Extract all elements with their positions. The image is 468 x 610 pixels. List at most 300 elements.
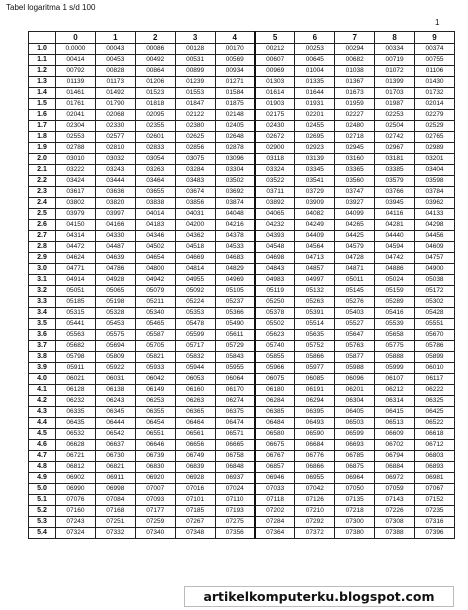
log-value-cell: 05705: [135, 341, 175, 352]
log-value-cell: 04757: [415, 253, 455, 264]
table-row: [29, 341, 455, 352]
log-value-cell: 01239: [175, 77, 215, 88]
row-number-cell: 2.1: [29, 165, 56, 176]
log-value-cell: 04249: [295, 220, 335, 231]
log-value-cell: 06875: [335, 462, 375, 473]
log-value-cell: 04409: [295, 231, 335, 242]
log-value-cell: 05775: [375, 341, 415, 352]
log-value-cell: 06542: [95, 429, 135, 440]
log-value-cell: 06767: [255, 451, 295, 462]
log-value-cell: 07284: [255, 517, 295, 528]
table-row: [29, 407, 455, 418]
log-value-cell: 04771: [56, 264, 96, 275]
table-row: [29, 143, 455, 154]
log-value-cell: 04200: [175, 220, 215, 231]
log-value-cell: 04857: [295, 264, 335, 275]
log-value-cell: 04031: [175, 209, 215, 220]
log-value-cell: 06749: [175, 451, 215, 462]
log-value-cell: 05145: [335, 286, 375, 297]
log-value-cell: 07042: [295, 484, 335, 495]
log-value-cell: 05922: [95, 363, 135, 374]
table-row: [29, 121, 455, 132]
log-value-cell: 04133: [415, 209, 455, 220]
log-value-cell: 05611: [215, 330, 255, 341]
log-value-cell: 01553: [175, 88, 215, 99]
log-value-cell: 03483: [175, 176, 215, 187]
log-value-cell: 06085: [295, 374, 335, 385]
log-value-cell: 01673: [335, 88, 375, 99]
log-value-cell: 05051: [56, 286, 96, 297]
table-row: [29, 319, 455, 330]
log-value-cell: 07101: [175, 495, 215, 506]
log-value-cell: 03927: [335, 198, 375, 209]
log-value-cell: 01461: [56, 88, 96, 99]
log-value-cell: 04166: [95, 220, 135, 231]
log-value-cell: 05658: [375, 330, 415, 341]
log-value-cell: 05276: [335, 297, 375, 308]
log-value-cell: 05670: [415, 330, 455, 341]
log-value-cell: 06415: [375, 407, 415, 418]
corner-cell: [29, 32, 56, 44]
log-value-cell: 05514: [295, 319, 335, 330]
logarithm-table: [28, 31, 455, 539]
log-value-cell: 05977: [295, 363, 335, 374]
log-value-cell: 04683: [215, 253, 255, 264]
log-value-cell: 04594: [375, 242, 415, 253]
log-value-cell: 03201: [415, 154, 455, 165]
log-value-cell: 05011: [335, 275, 375, 286]
log-value-cell: 02810: [95, 143, 135, 154]
log-value-cell: 06484: [255, 418, 295, 429]
row-number-cell: 1.8: [29, 132, 56, 143]
log-value-cell: 05132: [295, 286, 335, 297]
log-value-cell: 06170: [215, 385, 255, 396]
row-number-cell: 2.9: [29, 253, 56, 264]
log-value-cell: 02330: [95, 121, 135, 132]
log-value-cell: 05527: [335, 319, 375, 330]
log-value-cell: 02765: [415, 132, 455, 143]
log-value-cell: 02625: [175, 132, 215, 143]
log-value-cell: 00374: [415, 44, 455, 55]
row-number-cell: 3.8: [29, 352, 56, 363]
log-value-cell: 06857: [255, 462, 295, 473]
log-value-cell: 07251: [95, 517, 135, 528]
row-number-cell: 3.7: [29, 341, 56, 352]
log-value-cell: 04669: [175, 253, 215, 264]
log-value-cell: 06964: [335, 473, 375, 484]
log-value-cell: 05798: [56, 352, 96, 363]
log-value-cell: 00569: [215, 55, 255, 66]
table-row: [29, 220, 455, 231]
table-row: [29, 451, 455, 462]
log-value-cell: 01523: [135, 88, 175, 99]
log-value-cell: 01367: [335, 77, 375, 88]
log-value-cell: 03729: [295, 187, 335, 198]
log-value-cell: 04800: [135, 264, 175, 275]
log-value-cell: 05599: [175, 330, 215, 341]
log-value-cell: 02227: [335, 110, 375, 121]
log-value-cell: 03118: [255, 154, 295, 165]
log-value-cell: 03284: [175, 165, 215, 176]
log-value-cell: 01173: [95, 77, 135, 88]
log-value-cell: 06839: [175, 462, 215, 473]
log-value-cell: 03222: [56, 165, 96, 176]
log-value-cell: 07168: [95, 506, 135, 517]
log-value-cell: 04281: [375, 220, 415, 231]
log-value-cell: 03579: [375, 176, 415, 187]
log-value-cell: 02279: [415, 110, 455, 121]
table-row: [29, 418, 455, 429]
log-value-cell: 05809: [95, 352, 135, 363]
row-number-cell: 3.0: [29, 264, 56, 275]
log-value-cell: 04472: [56, 242, 96, 253]
log-value-cell: 02742: [375, 132, 415, 143]
log-value-cell: 04456: [415, 231, 455, 242]
row-number-cell: 1.1: [29, 55, 56, 66]
log-value-cell: 03909: [295, 198, 335, 209]
row-number-cell: 5.1: [29, 495, 56, 506]
log-value-cell: 06425: [415, 407, 455, 418]
log-value-cell: 02672: [255, 132, 295, 143]
log-value-cell: 05315: [56, 308, 96, 319]
log-value-cell: 02529: [415, 121, 455, 132]
log-value-cell: 06096: [335, 374, 375, 385]
log-value-cell: 06712: [415, 440, 455, 451]
log-value-cell: 06021: [56, 374, 96, 385]
log-value-cell: 01430: [415, 77, 455, 88]
log-value-cell: 06821: [95, 462, 135, 473]
log-value-cell: 07210: [295, 506, 335, 517]
table-row: [29, 187, 455, 198]
log-value-cell: 04609: [415, 242, 455, 253]
log-value-cell: 04829: [215, 264, 255, 275]
log-value-cell: 04065: [255, 209, 295, 220]
log-value-cell: 07316: [415, 517, 455, 528]
log-value-cell: 02878: [215, 143, 255, 154]
log-value-cell: 05328: [95, 308, 135, 319]
log-value-cell: 06335: [56, 407, 96, 418]
log-value-cell: 01584: [215, 88, 255, 99]
table-row: [29, 363, 455, 374]
page-number: 1: [435, 18, 440, 27]
row-number-cell: 4.5: [29, 429, 56, 440]
log-value-cell: 04216: [215, 220, 255, 231]
log-value-cell: 07275: [215, 517, 255, 528]
log-value-cell: 06637: [95, 440, 135, 451]
table-row: [29, 209, 455, 220]
row-number-cell: 4.8: [29, 462, 56, 473]
log-value-cell: 05428: [415, 308, 455, 319]
log-value-cell: 02455: [295, 121, 335, 132]
log-value-cell: 02014: [415, 99, 455, 110]
log-value-cell: 03096: [215, 154, 255, 165]
log-value-cell: 05340: [135, 308, 175, 319]
log-value-cell: 04014: [135, 209, 175, 220]
log-value-cell: 02989: [415, 143, 455, 154]
log-value-cell: 03856: [175, 198, 215, 209]
log-value-cell: 07152: [415, 495, 455, 506]
table-row: [29, 528, 455, 539]
log-value-cell: 06474: [215, 418, 255, 429]
column-header: 9: [415, 32, 455, 44]
log-value-cell: 05832: [175, 352, 215, 363]
row-number-cell: 2.4: [29, 198, 56, 209]
log-value-cell: 03181: [375, 154, 415, 165]
column-header: 5: [255, 32, 295, 44]
log-value-cell: 06702: [375, 440, 415, 451]
log-value-cell: 06561: [175, 429, 215, 440]
row-number-cell: 4.2: [29, 396, 56, 407]
log-value-cell: 06618: [415, 429, 455, 440]
log-value-cell: 03522: [255, 176, 295, 187]
log-value-cell: 07118: [255, 495, 295, 506]
table-row: [29, 253, 455, 264]
log-value-cell: 02175: [255, 110, 295, 121]
log-value-cell: 00969: [255, 66, 295, 77]
log-value-cell: 06212: [375, 385, 415, 396]
log-value-cell: 06117: [415, 374, 455, 385]
log-value-cell: 07332: [95, 528, 135, 539]
log-value-cell: 04914: [56, 275, 96, 286]
row-number-cell: 1.7: [29, 121, 56, 132]
log-value-cell: 04742: [375, 253, 415, 264]
log-value-cell: 04502: [135, 242, 175, 253]
log-value-cell: 06599: [335, 429, 375, 440]
log-value-cell: 04099: [335, 209, 375, 220]
table-row: [29, 297, 455, 308]
log-value-cell: 04786: [95, 264, 135, 275]
log-value-cell: 07024: [215, 484, 255, 495]
table-row: [29, 66, 455, 77]
log-value-cell: 00755: [415, 55, 455, 66]
log-value-cell: 06284: [255, 396, 295, 407]
log-value-cell: 01139: [56, 77, 96, 88]
log-value-cell: 01106: [415, 66, 455, 77]
log-value-cell: 01335: [295, 77, 335, 88]
table-row: [29, 385, 455, 396]
log-value-cell: 00170: [215, 44, 255, 55]
table-row: [29, 44, 455, 55]
table-row: [29, 165, 455, 176]
column-header: 7: [335, 32, 375, 44]
log-value-cell: 01614: [255, 88, 295, 99]
log-value-cell: 00828: [95, 66, 135, 77]
log-value-cell: 05539: [375, 319, 415, 330]
log-value-cell: 06609: [375, 429, 415, 440]
log-value-cell: 06375: [215, 407, 255, 418]
log-value-cell: 05682: [56, 341, 96, 352]
log-value-cell: 05587: [135, 330, 175, 341]
log-value-cell: 07235: [415, 506, 455, 517]
log-value-cell: 07340: [135, 528, 175, 539]
log-value-cell: 07059: [375, 484, 415, 495]
log-value-cell: 03784: [415, 187, 455, 198]
log-value-cell: 05843: [215, 352, 255, 363]
log-value-cell: 04265: [335, 220, 375, 231]
log-value-cell: 05403: [335, 308, 375, 319]
log-value-cell: 03032: [95, 154, 135, 165]
log-value-cell: 05478: [175, 319, 215, 330]
log-value-cell: 04150: [56, 220, 96, 231]
log-value-cell: 07193: [215, 506, 255, 517]
log-value-cell: 07033: [255, 484, 295, 495]
log-value-cell: 02095: [135, 110, 175, 121]
log-value-cell: 06911: [95, 473, 135, 484]
log-value-cell: 04728: [335, 253, 375, 264]
log-value-cell: 03075: [175, 154, 215, 165]
log-value-cell: 01072: [375, 66, 415, 77]
log-value-cell: 04533: [215, 242, 255, 253]
column-header: 0: [56, 32, 96, 44]
row-number-cell: 4.6: [29, 440, 56, 451]
log-value-cell: 06920: [135, 473, 175, 484]
row-number-cell: 1.0: [29, 44, 56, 55]
log-value-cell: 01931: [295, 99, 335, 110]
log-value-cell: 06532: [56, 429, 96, 440]
log-value-cell: 07308: [375, 517, 415, 528]
row-number-cell: 3.3: [29, 297, 56, 308]
log-value-cell: 05855: [255, 352, 295, 363]
log-value-cell: 04871: [335, 264, 375, 275]
row-number-cell: 1.4: [29, 88, 56, 99]
log-value-cell: 04639: [95, 253, 135, 264]
table-row: [29, 286, 455, 297]
log-value-cell: 02601: [135, 132, 175, 143]
table-row: [29, 374, 455, 385]
log-value-cell: 05105: [215, 286, 255, 297]
log-value-cell: 06064: [215, 374, 255, 385]
row-number-cell: 4.0: [29, 374, 56, 385]
log-value-cell: 05250: [255, 297, 295, 308]
log-value-cell: 05024: [375, 275, 415, 286]
table-row: [29, 429, 455, 440]
log-value-cell: 06444: [95, 418, 135, 429]
log-value-cell: 02148: [215, 110, 255, 121]
log-value-cell: 06848: [215, 462, 255, 473]
log-value-cell: 05079: [135, 286, 175, 297]
log-value-cell: 0.0000: [56, 44, 96, 55]
row-number-cell: 2.6: [29, 220, 56, 231]
log-value-cell: 04886: [375, 264, 415, 275]
log-value-cell: 04518: [175, 242, 215, 253]
log-value-cell: 03617: [56, 187, 96, 198]
log-value-cell: 06739: [135, 451, 175, 462]
log-value-cell: 04843: [255, 264, 295, 275]
log-value-cell: 06075: [255, 374, 295, 385]
log-value-cell: 02788: [56, 143, 96, 154]
log-value-cell: 06812: [56, 462, 96, 473]
table-row: [29, 99, 455, 110]
log-value-cell: 07202: [255, 506, 295, 517]
log-value-cell: 06972: [375, 473, 415, 484]
log-value-cell: 06893: [415, 462, 455, 473]
log-value-cell: 07292: [295, 517, 335, 528]
log-value-cell: 05119: [255, 286, 295, 297]
log-value-cell: 02718: [335, 132, 375, 143]
log-value-cell: 02355: [135, 121, 175, 132]
log-value-cell: 05717: [175, 341, 215, 352]
log-value-cell: 04997: [295, 275, 335, 286]
log-value-cell: 05899: [415, 352, 455, 363]
log-value-cell: 03979: [56, 209, 96, 220]
log-value-cell: 05391: [295, 308, 335, 319]
log-value-cell: 06785: [335, 451, 375, 462]
table-row: [29, 275, 455, 286]
log-value-cell: 05237: [215, 297, 255, 308]
log-value-cell: 05441: [56, 319, 96, 330]
log-value-cell: 03054: [135, 154, 175, 165]
row-number-cell: 1.6: [29, 110, 56, 121]
row-number-cell: 4.4: [29, 418, 56, 429]
row-number-cell: 5.0: [29, 484, 56, 495]
log-value-cell: 03365: [335, 165, 375, 176]
log-value-cell: 03802: [56, 198, 96, 209]
log-value-cell: 07218: [335, 506, 375, 517]
log-value-cell: 02253: [375, 110, 415, 121]
log-value-cell: 04548: [255, 242, 295, 253]
log-value-cell: 05563: [56, 330, 96, 341]
log-value-cell: 02923: [295, 143, 335, 154]
log-value-cell: 07126: [295, 495, 335, 506]
table-row: [29, 308, 455, 319]
log-value-cell: 00086: [135, 44, 175, 55]
log-value-cell: 04330: [95, 231, 135, 242]
log-value-cell: 00934: [215, 66, 255, 77]
log-value-cell: 07396: [415, 528, 455, 539]
log-value-cell: 06946: [255, 473, 295, 484]
log-value-cell: 03560: [335, 176, 375, 187]
table-row: [29, 55, 455, 66]
log-value-cell: 05877: [335, 352, 375, 363]
row-number-cell: 1.9: [29, 143, 56, 154]
log-value-cell: 06138: [95, 385, 135, 396]
log-value-cell: 07084: [95, 495, 135, 506]
log-value-cell: 05378: [255, 308, 295, 319]
table-row: [29, 264, 455, 275]
log-value-cell: 06128: [56, 385, 96, 396]
log-value-cell: 04654: [135, 253, 175, 264]
table-row: [29, 440, 455, 451]
log-value-cell: 00492: [135, 55, 175, 66]
log-value-cell: 06053: [175, 374, 215, 385]
log-value-cell: 05490: [215, 319, 255, 330]
log-value-cell: 01761: [56, 99, 96, 110]
log-value-cell: 03692: [215, 187, 255, 198]
log-value-cell: 06042: [135, 374, 175, 385]
log-value-cell: 02553: [56, 132, 96, 143]
log-value-cell: 05465: [135, 319, 175, 330]
log-value-cell: 03324: [255, 165, 295, 176]
log-value-cell: 04713: [295, 253, 335, 264]
row-number-cell: 2.5: [29, 209, 56, 220]
table-row: [29, 110, 455, 121]
log-value-cell: 02304: [56, 121, 96, 132]
log-value-cell: 05502: [255, 319, 295, 330]
log-value-cell: 05065: [95, 286, 135, 297]
row-number-cell: 5.4: [29, 528, 56, 539]
log-value-cell: 06628: [56, 440, 96, 451]
log-value-cell: 00864: [135, 66, 175, 77]
log-value-cell: 05159: [375, 286, 415, 297]
log-value-cell: 04314: [56, 231, 96, 242]
log-value-cell: 04814: [175, 264, 215, 275]
log-value-cell: 05988: [335, 363, 375, 374]
table-row: [29, 88, 455, 99]
log-value-cell: 06675: [255, 440, 295, 451]
log-value-cell: 00531: [175, 55, 215, 66]
log-value-cell: 06454: [135, 418, 175, 429]
log-value-cell: 05786: [415, 341, 455, 352]
